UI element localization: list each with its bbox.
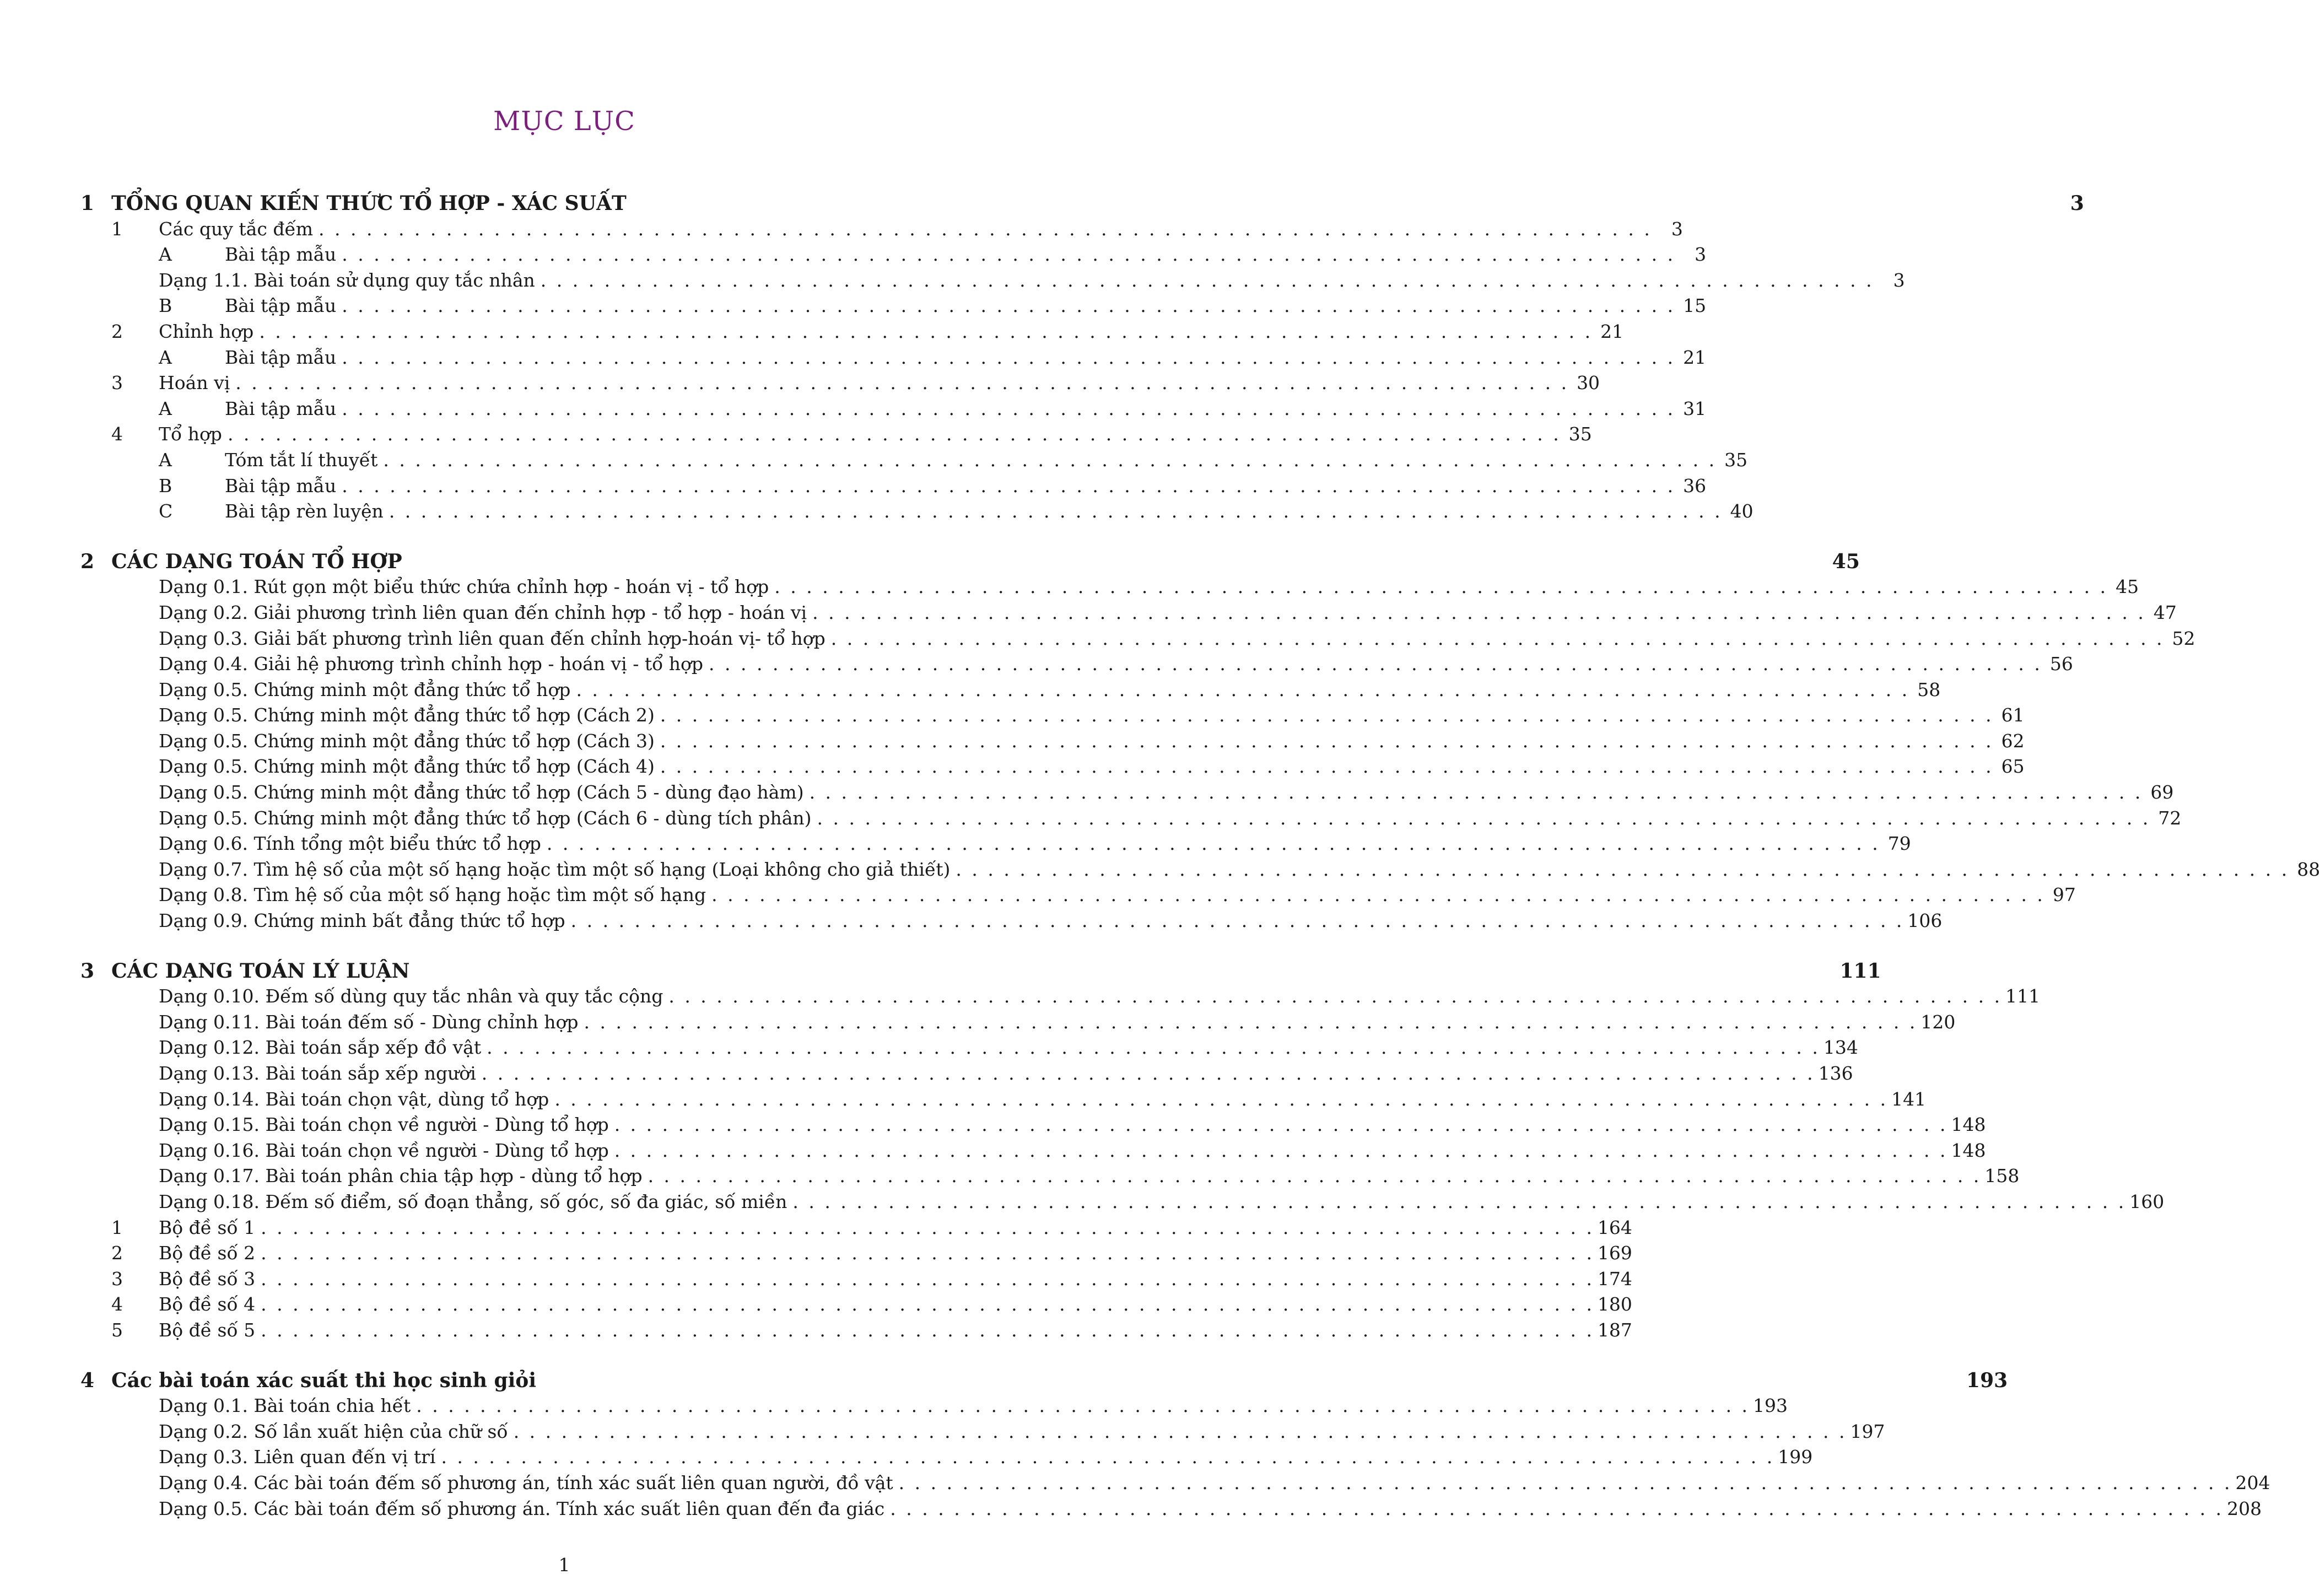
- entry-page-number: 21: [1683, 346, 1707, 368]
- toc-entry[interactable]: [80, 1112, 1986, 1138]
- entry-page-number: 120: [1920, 1011, 1956, 1033]
- entry-page-number: 208: [2227, 1497, 2262, 1519]
- leader-dots: [261, 1292, 1592, 1317]
- dang-title: Dạng 0.14. Bài toán chọn vật, dùng tổ hợp: [159, 1088, 549, 1110]
- leader-dots: [342, 293, 1673, 319]
- leader-dots: [261, 1241, 1592, 1266]
- toc-entry[interactable]: [80, 1163, 2020, 1189]
- chapter-number: 2: [80, 549, 95, 573]
- subsection-title: Bài tập rèn luyện: [225, 500, 384, 522]
- leader-dots: [817, 806, 2149, 831]
- dang-title: Dạng 0.4. Giải hệ phương trình chỉnh hợp - hoán vị - tổ hợp: [159, 653, 704, 675]
- dang-title: Dạng 0.1. Bài toán chia hết: [159, 1395, 411, 1417]
- entry-page-number: 47: [2153, 601, 2177, 623]
- section-number: 3: [111, 372, 123, 394]
- dang-title: Dạng 0.3. Giải bất phương trình liên quan đến chỉnh hợp-hoán vị- tổ hợp: [159, 627, 826, 649]
- chapter-number: 4: [80, 1368, 95, 1392]
- section-number: 4: [111, 1293, 123, 1315]
- section-title: Bộ đề số 3: [159, 1268, 256, 1290]
- toc-entry[interactable]: [80, 1444, 1813, 1470]
- leader-dots: [668, 984, 2000, 1009]
- dang-title: Dạng 0.5. Chứng minh một đẳng thức tổ hợp (Cách 5 - dùng đạo hàm): [159, 781, 804, 804]
- entry-page-number: 136: [1818, 1063, 1853, 1084]
- leader-dots: [383, 447, 1714, 473]
- toc-entry[interactable]: [80, 1010, 1956, 1036]
- leader-dots: [576, 677, 1907, 703]
- toc-entry[interactable]: [80, 677, 1941, 703]
- toc-entry[interactable]: [80, 396, 1707, 422]
- toc-entry[interactable]: [80, 319, 1624, 345]
- entry-page-number: 3: [1671, 218, 1683, 240]
- entry-page-number: 141: [1891, 1088, 1927, 1110]
- toc-entry[interactable]: [80, 1138, 1986, 1164]
- entry-page-number: 197: [1850, 1420, 1885, 1442]
- entry-page-number: 21: [1600, 320, 1624, 342]
- section-number: 4: [111, 423, 123, 445]
- leader-dots: [261, 1266, 1592, 1292]
- table-of-contents: [80, 191, 2320, 1522]
- toc-chapter-entry[interactable]: [80, 1368, 2008, 1394]
- dang-title: Dạng 0.16. Bài toán chọn về người - Dùng tổ hợp: [159, 1139, 609, 1161]
- leader-dots: [261, 1215, 1592, 1241]
- leader-dots: [831, 626, 2162, 651]
- toc-entry[interactable]: [80, 754, 2025, 780]
- entry-page-number: 15: [1683, 295, 1707, 317]
- toc-entry[interactable]: [80, 729, 2025, 754]
- toc-entry[interactable]: [80, 217, 1683, 242]
- entry-page-number: 193: [1753, 1395, 1788, 1417]
- dang-title: Dạng 0.5. Các bài toán đếm số phương án. Tính xác suất liên quan đến đa giác: [159, 1497, 885, 1519]
- entry-page-number: 180: [1597, 1293, 1632, 1315]
- entry-page-number: 111: [2005, 985, 2041, 1007]
- leader-dots: [774, 574, 2106, 600]
- page-title: MỤC LỤC: [493, 106, 635, 137]
- dang-title: Dạng 0.2. Giải phương trình liên quan đến chỉnh hợp - tổ hợp - hoán vị: [159, 601, 807, 623]
- entry-page-number: 148: [1951, 1114, 1986, 1136]
- toc-entry[interactable]: [80, 857, 2320, 883]
- toc-chapter-entry[interactable]: [80, 549, 1860, 575]
- section-number: 3: [111, 1268, 123, 1290]
- leader-dots: [416, 1393, 1747, 1419]
- toc-entry[interactable]: [80, 499, 1754, 525]
- dang-title: Dạng 0.17. Bài toán phân chia tập hợp - dùng tổ hợp: [159, 1165, 643, 1187]
- entry-page-number: 160: [2129, 1190, 2165, 1212]
- leader-dots: [541, 268, 1872, 293]
- entry-page-number: 204: [2235, 1471, 2270, 1493]
- toc-entry[interactable]: [80, 370, 1600, 396]
- entry-page-number: 45: [2116, 576, 2139, 598]
- section-title: Bộ đề số 4: [159, 1293, 256, 1315]
- leader-dots: [660, 729, 1992, 754]
- leader-dots: [810, 780, 2141, 805]
- dang-title: Dạng 0.7. Tìm hệ số của một số hạng hoặc tìm một số hạng (Loại không cho giả thiết): [159, 858, 951, 880]
- subsection-title: Bài tập mẫu: [225, 475, 337, 497]
- dang-title: Dạng 0.5. Chứng minh một đẳng thức tổ hợp (Cách 6 - dùng tích phân): [159, 807, 812, 829]
- dang-title: Dạng 0.11. Bài toán đếm số - Dùng chỉnh hợp: [159, 1011, 579, 1033]
- dang-title: Dạng 0.18. Đếm số điểm, số đoạn thẳng, số góc, số đa giác, số miền: [159, 1190, 787, 1212]
- toc-entry[interactable]: [80, 1061, 1853, 1087]
- subsection-letter: A: [159, 449, 172, 471]
- dang-title: Dạng 0.5. Chứng minh một đẳng thức tổ hợp (Cách 4): [159, 756, 655, 778]
- subsection-title: Bài tập mẫu: [225, 346, 337, 368]
- entry-page-number: 79: [1887, 833, 1911, 855]
- entry-page-number: 148: [1951, 1139, 1986, 1161]
- entry-page-number: 30: [1577, 372, 1600, 394]
- entry-page-number: 31: [1683, 397, 1707, 419]
- toc-entry[interactable]: [80, 908, 1943, 934]
- dang-title: Dạng 0.13. Bài toán sắp xếp người: [159, 1063, 476, 1084]
- entry-page-number: 106: [1907, 910, 1943, 932]
- section-title: Tổ hợp: [159, 423, 222, 445]
- toc-entry[interactable]: [80, 1292, 1632, 1318]
- dang-title: Dạng 0.1. Rút gọn một biểu thức chứa chỉnh hợp - hoán vị - tổ hợp: [159, 576, 769, 598]
- entry-page-number: 88: [2297, 858, 2320, 880]
- entry-page-number: 65: [2001, 756, 2025, 778]
- entry-page-number: 199: [1778, 1446, 1813, 1468]
- section-number: 5: [111, 1319, 123, 1341]
- leader-dots: [319, 217, 1650, 242]
- leader-dots: [614, 1138, 1946, 1163]
- section-number: 2: [111, 1242, 123, 1264]
- toc-entry[interactable]: [80, 242, 1707, 268]
- dang-title: Dạng 0.10. Đếm số dùng quy tắc nhân và quy tắc cộng: [159, 985, 663, 1007]
- chapter-title: Các bài toán xác suất thi học sinh giỏi: [111, 1368, 536, 1392]
- chapter-page-number: 3: [2070, 192, 2084, 215]
- leader-dots: [812, 600, 2144, 626]
- chapter-title: CÁC DẠNG TOÁN TỔ HỢP: [111, 549, 402, 573]
- leader-dots: [554, 1087, 1886, 1112]
- leader-dots: [342, 396, 1673, 422]
- subsection-title: Bài tập mẫu: [225, 397, 337, 419]
- leader-dots: [389, 499, 1720, 524]
- dang-title: Dạng 0.8. Tìm hệ số của một số hạng hoặc tìm một số hạng: [159, 884, 706, 906]
- entry-page-number: 3: [1893, 269, 1905, 291]
- chapter-page-number: 111: [1839, 959, 1881, 983]
- leader-dots: [441, 1444, 1772, 1470]
- section-number: 1: [111, 1216, 123, 1238]
- leader-dots: [259, 319, 1590, 344]
- entry-page-number: 56: [2049, 653, 2073, 675]
- entry-page-number: 52: [2172, 627, 2195, 649]
- leader-dots: [571, 908, 1902, 934]
- entry-page-number: 61: [2001, 704, 2025, 726]
- section-title: Bộ đề số 2: [159, 1242, 256, 1264]
- leader-dots: [235, 370, 1567, 396]
- entry-page-number: 35: [1568, 423, 1592, 445]
- entry-page-number: 40: [1730, 500, 1754, 522]
- toc-entry[interactable]: [80, 703, 2025, 729]
- entry-page-number: 187: [1597, 1319, 1632, 1341]
- section-title: Bộ đề số 5: [159, 1319, 256, 1341]
- toc-entry[interactable]: [80, 1470, 2270, 1496]
- entry-page-number: 35: [1724, 449, 1748, 471]
- footer-page-number: 1: [558, 1554, 570, 1576]
- leader-dots: [547, 831, 1878, 856]
- toc-entry[interactable]: [80, 1419, 1885, 1445]
- dang-title: Dạng 0.5. Chứng minh một đẳng thức tổ hợp (Cách 2): [159, 704, 655, 726]
- leader-dots: [342, 242, 1673, 267]
- toc-entry[interactable]: [80, 1215, 1632, 1241]
- toc-entry[interactable]: [80, 345, 1707, 371]
- dang-title: Dạng 0.9. Chứng minh bất đẳng thức tổ hợp: [159, 910, 565, 932]
- dang-title: Dạng 0.3. Liên quan đến vị trí: [159, 1446, 436, 1468]
- leader-dots: [660, 703, 1992, 728]
- subsection-title: Tóm tắt lí thuyết: [225, 449, 378, 471]
- entry-page-number: 69: [2150, 781, 2174, 804]
- subsection-letter: A: [159, 244, 172, 266]
- dang-title: Dạng 0.15. Bài toán chọn về người - Dùng tổ hợp: [159, 1114, 609, 1136]
- dang-title: Dạng 0.12. Bài toán sắp xếp đồ vật: [159, 1037, 482, 1059]
- dang-title: Dạng 0.2. Số lần xuất hiện của chữ số: [159, 1420, 508, 1442]
- section-title: Chỉnh hợp: [159, 320, 254, 342]
- entry-page-number: 164: [1597, 1216, 1632, 1238]
- entry-page-number: 97: [2052, 884, 2076, 906]
- dang-title: Dạng 0.4. Các bài toán đếm số phương án, tính xác suất liên quan người, đồ vật: [159, 1471, 893, 1493]
- dang-title: Dạng 0.5. Chứng minh một đẳng thức tổ hợp (Cách 3): [159, 730, 655, 752]
- entry-page-number: 72: [2158, 807, 2182, 829]
- toc-entry[interactable]: [80, 1266, 1632, 1292]
- section-title: Hoán vị: [159, 372, 230, 394]
- toc-entry[interactable]: [80, 626, 2195, 652]
- entry-page-number: 62: [2001, 730, 2025, 752]
- toc-entry[interactable]: [80, 268, 1905, 294]
- leader-dots: [228, 422, 1559, 447]
- subsection-letter: A: [159, 397, 172, 419]
- entry-page-number: 3: [1695, 244, 1707, 266]
- chapter-title: CÁC DẠNG TOÁN LÝ LUẬN: [111, 959, 410, 983]
- leader-dots: [342, 345, 1673, 370]
- subsection-title: Bài tập mẫu: [225, 244, 337, 266]
- leader-dots: [514, 1419, 1845, 1444]
- toc-entry[interactable]: [80, 473, 1707, 499]
- toc-entry[interactable]: [80, 1496, 2262, 1522]
- subsection-letter: A: [159, 346, 172, 368]
- dang-title: Dạng 0.5. Chứng minh một đẳng thức tổ hợp: [159, 678, 571, 700]
- toc-entry[interactable]: [80, 984, 2041, 1010]
- toc-entry[interactable]: [80, 1035, 1858, 1061]
- toc-entry[interactable]: [80, 831, 1911, 857]
- toc-entry[interactable]: [80, 1189, 2165, 1215]
- toc-entry[interactable]: [80, 447, 1748, 473]
- leader-dots: [261, 1318, 1592, 1343]
- leader-dots: [709, 651, 2040, 677]
- leader-dots: [482, 1061, 1813, 1086]
- subsection-letter: B: [159, 475, 172, 497]
- toc-entry[interactable]: [80, 422, 1592, 447]
- entry-page-number: 134: [1823, 1037, 1858, 1059]
- toc-entry[interactable]: [80, 574, 2139, 600]
- entry-page-number: 36: [1683, 475, 1707, 497]
- dang-title: Dạng 0.6. Tính tổng một biểu thức tổ hợp: [159, 833, 541, 855]
- chapter-page-number: 193: [1966, 1368, 2008, 1392]
- leader-dots: [614, 1112, 1946, 1137]
- section-number: 2: [111, 320, 123, 342]
- toc-entry[interactable]: [80, 1087, 1927, 1113]
- toc-entry[interactable]: [80, 780, 2174, 806]
- leader-dots: [890, 1496, 2221, 1522]
- entry-page-number: 169: [1597, 1242, 1632, 1264]
- subsection-letter: B: [159, 295, 172, 317]
- toc-entry[interactable]: [80, 600, 2177, 626]
- toc-entry[interactable]: [80, 882, 2076, 908]
- entry-page-number: 58: [1917, 678, 1941, 700]
- section-title: Các quy tắc đếm: [159, 218, 314, 240]
- leader-dots: [584, 1010, 1916, 1035]
- leader-dots: [899, 1470, 2230, 1496]
- dang-title: Dạng 1.1. Bài toán sử dụng quy tắc nhân: [159, 269, 535, 291]
- entry-page-number: 174: [1597, 1268, 1632, 1290]
- leader-dots: [648, 1163, 1979, 1189]
- chapter-number: 3: [80, 959, 95, 983]
- subsection-title: Bài tập mẫu: [225, 295, 337, 317]
- section-number: 1: [111, 218, 123, 240]
- chapter-page-number: 45: [1832, 549, 1860, 573]
- chapter-number: 1: [80, 192, 95, 215]
- leader-dots: [792, 1189, 2124, 1215]
- subsection-letter: C: [159, 500, 173, 522]
- chapter-title: TỔNG QUAN KIẾN THỨC TỔ HỢP - XÁC SUẤT: [111, 192, 627, 215]
- section-title: Bộ đề số 1: [159, 1216, 256, 1238]
- toc-entry[interactable]: [80, 1318, 1632, 1344]
- leader-dots: [487, 1035, 1818, 1060]
- toc-entry[interactable]: [80, 806, 2182, 832]
- leader-dots: [956, 857, 2287, 882]
- toc-entry[interactable]: [80, 1393, 1788, 1419]
- toc-chapter-entry[interactable]: [80, 958, 1881, 984]
- toc-entry[interactable]: [80, 1241, 1632, 1266]
- toc-entry[interactable]: [80, 293, 1707, 319]
- leader-dots: [711, 882, 2043, 908]
- toc-entry[interactable]: [80, 651, 2073, 677]
- leader-dots: [660, 754, 1992, 779]
- entry-page-number: 158: [1984, 1165, 2020, 1187]
- leader-dots: [342, 473, 1673, 499]
- toc-chapter-entry[interactable]: [80, 191, 2084, 217]
